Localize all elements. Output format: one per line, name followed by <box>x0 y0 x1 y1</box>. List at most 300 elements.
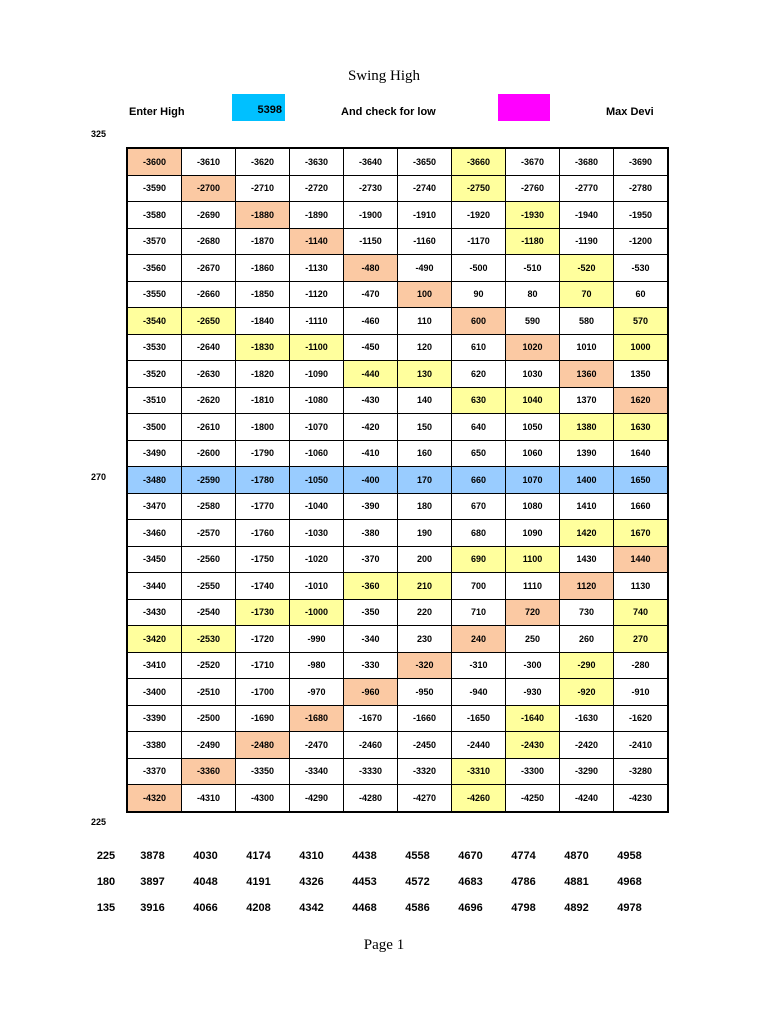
grid-cell[interactable]: -1650 <box>452 705 506 732</box>
grid-cell[interactable]: -3450 <box>127 546 182 573</box>
grid-cell[interactable]: -2450 <box>398 732 452 759</box>
grid-cell[interactable]: 1420 <box>560 520 614 547</box>
grid-cell[interactable]: -1840 <box>236 308 290 335</box>
grid-cell[interactable]: -2690 <box>182 202 236 229</box>
grid-cell[interactable]: -1040 <box>290 493 344 520</box>
grid-cell[interactable]: 1030 <box>506 361 560 388</box>
grid-cell[interactable]: -280 <box>614 652 669 679</box>
grid-cell[interactable]: -2420 <box>560 732 614 759</box>
grid-cell[interactable]: -4320 <box>127 785 182 812</box>
grid-cell[interactable]: 670 <box>452 493 506 520</box>
grid-cell[interactable]: -1800 <box>236 414 290 441</box>
grid-cell[interactable]: -1660 <box>398 705 452 732</box>
grid-cell[interactable]: -1890 <box>290 202 344 229</box>
grid-cell[interactable]: -1920 <box>452 202 506 229</box>
grid-cell[interactable]: 1380 <box>560 414 614 441</box>
grid-row <box>127 228 668 255</box>
grid-cell[interactable]: -370 <box>344 546 398 573</box>
grid-cell[interactable]: -960 <box>344 679 398 706</box>
enter-high-label: Enter High <box>129 106 185 118</box>
grid-row <box>127 546 668 573</box>
low-swatch-cell[interactable] <box>498 94 550 121</box>
grid-cell[interactable]: 1010 <box>560 334 614 361</box>
grid-cell[interactable]: -290 <box>560 652 614 679</box>
grid-cell[interactable]: 240 <box>452 626 506 653</box>
grid-cell[interactable]: -2440 <box>452 732 506 759</box>
grid-cell[interactable]: 100 <box>398 281 452 308</box>
grid-cell[interactable]: -2620 <box>182 387 236 414</box>
grid-cell[interactable]: 1060 <box>506 440 560 467</box>
bottom-table-cell: 4670 <box>458 850 483 862</box>
bottom-table-cell: 4572 <box>405 876 430 888</box>
grid-cell[interactable]: -2590 <box>182 467 236 494</box>
grid-cell[interactable]: -3380 <box>127 732 182 759</box>
grid-cell[interactable]: -1130 <box>290 255 344 282</box>
grid-cell[interactable]: -430 <box>344 387 398 414</box>
grid-cell[interactable]: 720 <box>506 599 560 626</box>
grid-cell[interactable]: -4290 <box>290 785 344 812</box>
grid-cell[interactable]: -2480 <box>236 732 290 759</box>
grid-row <box>127 255 668 282</box>
grid-cell[interactable]: 1130 <box>614 573 669 600</box>
grid-cell[interactable]: -3520 <box>127 361 182 388</box>
grid-cell[interactable]: -3500 <box>127 414 182 441</box>
grid-cell[interactable]: 150 <box>398 414 452 441</box>
grid-cell[interactable]: 1110 <box>506 573 560 600</box>
grid-cell[interactable]: -1940 <box>560 202 614 229</box>
grid-cell[interactable]: -470 <box>344 281 398 308</box>
grid-cell[interactable]: 600 <box>452 308 506 335</box>
grid-cell[interactable]: 1090 <box>506 520 560 547</box>
grid-cell[interactable]: -3620 <box>236 148 290 175</box>
grid-cell[interactable]: -520 <box>560 255 614 282</box>
grid-row <box>127 281 668 308</box>
grid-cell[interactable]: 1660 <box>614 493 669 520</box>
grid-cell[interactable]: -3590 <box>127 175 182 202</box>
grid-cell[interactable]: 110 <box>398 308 452 335</box>
grid-cell[interactable]: -940 <box>452 679 506 706</box>
grid-cell[interactable]: 1000 <box>614 334 669 361</box>
grid-cell[interactable]: -1090 <box>290 361 344 388</box>
bottom-table-cell: 4453 <box>352 876 377 888</box>
grid-row <box>127 202 668 229</box>
grid-cell[interactable]: -3540 <box>127 308 182 335</box>
grid-cell[interactable]: -4310 <box>182 785 236 812</box>
bottom-table-row <box>86 843 656 869</box>
grid-cell[interactable]: -340 <box>344 626 398 653</box>
grid-cell[interactable]: -1010 <box>290 573 344 600</box>
grid-cell[interactable]: 130 <box>398 361 452 388</box>
grid-cell[interactable]: -380 <box>344 520 398 547</box>
grid-cell[interactable]: -1760 <box>236 520 290 547</box>
grid-cell[interactable]: -1080 <box>290 387 344 414</box>
bottom-table-cell: 3897 <box>140 876 165 888</box>
grid-cell[interactable]: 190 <box>398 520 452 547</box>
grid-cell[interactable]: -3670 <box>506 148 560 175</box>
grid-cell[interactable]: -3360 <box>182 758 236 785</box>
grid-cell[interactable]: -1680 <box>290 705 344 732</box>
grid-cell[interactable]: -950 <box>398 679 452 706</box>
grid-cell[interactable]: 210 <box>398 573 452 600</box>
grid-cell[interactable]: -1880 <box>236 202 290 229</box>
grid-cell[interactable]: -4300 <box>236 785 290 812</box>
grid-cell[interactable]: -1790 <box>236 440 290 467</box>
bottom-table-row <box>86 869 656 895</box>
grid-row <box>127 387 668 414</box>
grid-cell[interactable]: -3560 <box>127 255 182 282</box>
grid-cell[interactable]: -1690 <box>236 705 290 732</box>
grid-cell[interactable]: -420 <box>344 414 398 441</box>
grid-cell[interactable]: -2550 <box>182 573 236 600</box>
grid-cell[interactable]: -2520 <box>182 652 236 679</box>
grid-cell[interactable]: -2750 <box>452 175 506 202</box>
side-label-top: 325 <box>91 129 107 139</box>
grid-cell[interactable]: -1910 <box>398 202 452 229</box>
grid-cell[interactable]: -1160 <box>398 228 452 255</box>
grid-cell[interactable]: -3290 <box>560 758 614 785</box>
grid-row <box>127 652 668 679</box>
grid-row <box>127 175 668 202</box>
bottom-table-row <box>86 895 656 921</box>
grid-cell[interactable]: -1860 <box>236 255 290 282</box>
grid-cell[interactable]: -3510 <box>127 387 182 414</box>
grid-cell[interactable]: 1640 <box>614 440 669 467</box>
grid-cell[interactable]: 1370 <box>560 387 614 414</box>
grid-cell[interactable]: -3330 <box>344 758 398 785</box>
grid-cell[interactable]: -2570 <box>182 520 236 547</box>
grid-cell[interactable]: 1620 <box>614 387 669 414</box>
grid-cell[interactable]: -3310 <box>452 758 506 785</box>
grid-cell[interactable]: 690 <box>452 546 506 573</box>
grid-cell[interactable]: 170 <box>398 467 452 494</box>
grid-cell[interactable]: -3680 <box>560 148 614 175</box>
grid-cell[interactable]: -4280 <box>344 785 398 812</box>
grid-cell[interactable]: -1110 <box>290 308 344 335</box>
bottom-table-cell: 4786 <box>511 876 536 888</box>
bottom-table-cell: 4558 <box>405 850 430 862</box>
grid-cell[interactable]: -490 <box>398 255 452 282</box>
grid-cell[interactable]: -1050 <box>290 467 344 494</box>
grid-cell[interactable]: 1360 <box>560 361 614 388</box>
grid-cell[interactable]: -1830 <box>236 334 290 361</box>
bottom-table-cell: 4310 <box>299 850 324 862</box>
grid-cell[interactable]: -970 <box>290 679 344 706</box>
grid-cell[interactable]: -2490 <box>182 732 236 759</box>
grid-cell[interactable]: -2600 <box>182 440 236 467</box>
check-low-label: And check for low <box>341 106 436 118</box>
grid-cell[interactable]: -2780 <box>614 175 669 202</box>
grid-cell[interactable]: -2660 <box>182 281 236 308</box>
grid-cell[interactable]: -1180 <box>506 228 560 255</box>
grid-cell[interactable]: -1170 <box>452 228 506 255</box>
grid-cell[interactable]: -930 <box>506 679 560 706</box>
grid-cell[interactable]: -1630 <box>560 705 614 732</box>
grid-cell[interactable]: -3420 <box>127 626 182 653</box>
grid-cell[interactable]: -2500 <box>182 705 236 732</box>
grid-cell[interactable]: -3570 <box>127 228 182 255</box>
grid-cell[interactable]: -3320 <box>398 758 452 785</box>
grid-cell[interactable]: 580 <box>560 308 614 335</box>
bottom-table-cell: 3878 <box>140 850 165 862</box>
grid-row <box>127 599 668 626</box>
grid-cell[interactable]: -300 <box>506 652 560 679</box>
grid-cell[interactable]: -530 <box>614 255 669 282</box>
grid-cell[interactable]: -510 <box>506 255 560 282</box>
grid-cell[interactable]: -360 <box>344 573 398 600</box>
grid-cell[interactable]: -1020 <box>290 546 344 573</box>
grid-cell[interactable]: -1750 <box>236 546 290 573</box>
grid-cell[interactable]: -1070 <box>290 414 344 441</box>
grid-cell[interactable]: 660 <box>452 467 506 494</box>
grid-cell[interactable]: -1930 <box>506 202 560 229</box>
grid-cell[interactable]: -1190 <box>560 228 614 255</box>
grid-cell[interactable]: -3440 <box>127 573 182 600</box>
grid-cell[interactable]: -500 <box>452 255 506 282</box>
grid-cell[interactable]: -460 <box>344 308 398 335</box>
grid-cell[interactable]: -3350 <box>236 758 290 785</box>
grid-cell[interactable]: 1400 <box>560 467 614 494</box>
bottom-table-cell: 4048 <box>193 876 218 888</box>
bottom-table-cell: 4870 <box>564 850 589 862</box>
grid-cell[interactable]: -3370 <box>127 758 182 785</box>
grid-cell[interactable]: -1730 <box>236 599 290 626</box>
grid-cell[interactable]: 630 <box>452 387 506 414</box>
grid-cell[interactable]: 270 <box>614 626 669 653</box>
grid-cell[interactable]: -3490 <box>127 440 182 467</box>
grid-cell[interactable]: -3580 <box>127 202 182 229</box>
grid-cell[interactable]: -920 <box>560 679 614 706</box>
grid-cell[interactable]: -1620 <box>614 705 669 732</box>
grid-cell[interactable]: -3340 <box>290 758 344 785</box>
grid-cell[interactable]: 70 <box>560 281 614 308</box>
grid-cell[interactable]: -3430 <box>127 599 182 626</box>
grid-cell[interactable]: -1670 <box>344 705 398 732</box>
grid-cell[interactable]: 1020 <box>506 334 560 361</box>
grid-cell[interactable]: -410 <box>344 440 398 467</box>
grid-cell[interactable]: -3410 <box>127 652 182 679</box>
grid-cell[interactable]: -3470 <box>127 493 182 520</box>
grid-cell[interactable]: 140 <box>398 387 452 414</box>
grid-cell[interactable]: -3630 <box>290 148 344 175</box>
grid-cell[interactable]: 80 <box>506 281 560 308</box>
grid-cell[interactable]: 1350 <box>614 361 669 388</box>
grid-row <box>127 520 668 547</box>
grid-cell[interactable]: 1080 <box>506 493 560 520</box>
grid-cell[interactable]: -3610 <box>182 148 236 175</box>
grid-cell[interactable]: 1630 <box>614 414 669 441</box>
grid-cell[interactable]: 60 <box>614 281 669 308</box>
grid-cell[interactable]: -1000 <box>290 599 344 626</box>
grid-cell[interactable]: -320 <box>398 652 452 679</box>
grid-cell[interactable]: -2630 <box>182 361 236 388</box>
grid-cell[interactable]: -2730 <box>344 175 398 202</box>
grid-cell[interactable]: -350 <box>344 599 398 626</box>
grid-cell[interactable]: -3400 <box>127 679 182 706</box>
grid-cell[interactable]: 1050 <box>506 414 560 441</box>
grid-cell[interactable]: 650 <box>452 440 506 467</box>
grid-cell[interactable]: 610 <box>452 334 506 361</box>
grid-cell[interactable]: -2470 <box>290 732 344 759</box>
grid-cell[interactable]: 1440 <box>614 546 669 573</box>
grid-cell[interactable]: 90 <box>452 281 506 308</box>
grid-cell[interactable]: -1100 <box>290 334 344 361</box>
grid-cell[interactable]: -2540 <box>182 599 236 626</box>
grid-cell[interactable]: -4230 <box>614 785 669 812</box>
grid-cell[interactable]: -2680 <box>182 228 236 255</box>
grid-cell[interactable]: -3600 <box>127 148 182 175</box>
grid-cell[interactable]: 710 <box>452 599 506 626</box>
bottom-table-cell: 4683 <box>458 876 483 888</box>
grid-cell[interactable]: 730 <box>560 599 614 626</box>
grid-cell[interactable]: 570 <box>614 308 669 335</box>
grid-row <box>127 361 668 388</box>
grid-cell[interactable]: 120 <box>398 334 452 361</box>
grid-cell[interactable]: -1710 <box>236 652 290 679</box>
grid-cell[interactable]: -2770 <box>560 175 614 202</box>
grid-cell[interactable]: -1740 <box>236 573 290 600</box>
grid-cell[interactable]: -980 <box>290 652 344 679</box>
grid-row <box>127 573 668 600</box>
bottom-table-cell: 4342 <box>299 902 324 914</box>
grid-cell[interactable]: -3280 <box>614 758 669 785</box>
grid-cell[interactable]: 620 <box>452 361 506 388</box>
grid-cell[interactable]: -3550 <box>127 281 182 308</box>
grid-cell[interactable]: -3530 <box>127 334 182 361</box>
grid-cell[interactable]: -2410 <box>614 732 669 759</box>
grid-cell[interactable]: -1720 <box>236 626 290 653</box>
grid-cell[interactable]: 1070 <box>506 467 560 494</box>
grid-cell[interactable]: -390 <box>344 493 398 520</box>
grid-cell[interactable]: -2720 <box>290 175 344 202</box>
grid-row <box>127 626 668 653</box>
grid-cell[interactable]: -3650 <box>398 148 452 175</box>
grid-cell[interactable]: -2700 <box>182 175 236 202</box>
grid-cell[interactable]: -2560 <box>182 546 236 573</box>
grid-cell[interactable]: 740 <box>614 599 669 626</box>
bottom-table-cell: 4696 <box>458 902 483 914</box>
grid-cell[interactable]: 700 <box>452 573 506 600</box>
grid-cell[interactable]: -1850 <box>236 281 290 308</box>
grid-cell[interactable]: 1650 <box>614 467 669 494</box>
grid-cell[interactable]: -330 <box>344 652 398 679</box>
grid-cell[interactable]: -2640 <box>182 334 236 361</box>
grid-cell[interactable]: 1670 <box>614 520 669 547</box>
grid-cell[interactable]: 180 <box>398 493 452 520</box>
grid-cell[interactable]: -1140 <box>290 228 344 255</box>
grid-cell[interactable]: -1640 <box>506 705 560 732</box>
grid-cell[interactable]: -2460 <box>344 732 398 759</box>
grid-cell[interactable]: -3460 <box>127 520 182 547</box>
grid-cell[interactable]: -2610 <box>182 414 236 441</box>
grid-cell[interactable]: -2530 <box>182 626 236 653</box>
bottom-table-cell: 4958 <box>617 850 642 862</box>
grid-cell[interactable]: -1200 <box>614 228 669 255</box>
grid-cell[interactable]: 680 <box>452 520 506 547</box>
grid-cell[interactable]: 230 <box>398 626 452 653</box>
grid-row <box>127 414 668 441</box>
grid-cell[interactable]: -3660 <box>452 148 506 175</box>
grid-cell[interactable]: -4270 <box>398 785 452 812</box>
grid-row <box>127 758 668 785</box>
high-value: 5398 <box>257 104 282 116</box>
grid-cell[interactable]: -1150 <box>344 228 398 255</box>
grid-cell[interactable]: 1430 <box>560 546 614 573</box>
grid-cell[interactable]: -440 <box>344 361 398 388</box>
bottom-row-label: 225 <box>96 850 116 862</box>
bottom-table-cell: 4968 <box>617 876 642 888</box>
grid-cell[interactable]: -3480 <box>127 467 182 494</box>
grid-cell[interactable]: -4250 <box>506 785 560 812</box>
grid-cell[interactable]: -310 <box>452 652 506 679</box>
grid-cell[interactable]: -1820 <box>236 361 290 388</box>
grid-cell[interactable]: 260 <box>560 626 614 653</box>
grid-cell[interactable]: -2580 <box>182 493 236 520</box>
grid-cell[interactable]: -2510 <box>182 679 236 706</box>
grid-cell[interactable]: 1100 <box>506 546 560 573</box>
grid-cell[interactable]: -1770 <box>236 493 290 520</box>
grid-row <box>127 334 668 361</box>
grid-cell[interactable]: -1810 <box>236 387 290 414</box>
grid-cell[interactable]: -4260 <box>452 785 506 812</box>
grid-cell[interactable]: -1900 <box>344 202 398 229</box>
grid-cell[interactable]: 220 <box>398 599 452 626</box>
grid-cell[interactable]: -2430 <box>506 732 560 759</box>
grid-row <box>127 308 668 335</box>
grid-cell[interactable]: -1030 <box>290 520 344 547</box>
grid-cell[interactable]: -2670 <box>182 255 236 282</box>
grid-cell[interactable]: 1040 <box>506 387 560 414</box>
grid-cell[interactable]: 1120 <box>560 573 614 600</box>
grid-cell[interactable]: 590 <box>506 308 560 335</box>
grid-cell[interactable]: -2740 <box>398 175 452 202</box>
grid-cell[interactable]: -990 <box>290 626 344 653</box>
grid-cell[interactable]: -1780 <box>236 467 290 494</box>
grid-cell[interactable]: -1120 <box>290 281 344 308</box>
bottom-table <box>86 843 656 921</box>
grid-cell[interactable]: -1870 <box>236 228 290 255</box>
grid-cell[interactable]: -3390 <box>127 705 182 732</box>
grid-cell[interactable]: 160 <box>398 440 452 467</box>
grid-cell[interactable]: -400 <box>344 467 398 494</box>
grid-cell[interactable]: -1060 <box>290 440 344 467</box>
deviation-grid <box>126 147 669 813</box>
grid-cell[interactable]: -1950 <box>614 202 669 229</box>
grid-cell[interactable]: -4240 <box>560 785 614 812</box>
grid-cell[interactable]: -3300 <box>506 758 560 785</box>
grid-cell[interactable]: -3640 <box>344 148 398 175</box>
grid-cell[interactable]: 1390 <box>560 440 614 467</box>
grid-cell[interactable]: -480 <box>344 255 398 282</box>
grid-cell[interactable]: 250 <box>506 626 560 653</box>
grid-cell[interactable]: -3690 <box>614 148 669 175</box>
grid-cell[interactable]: -2650 <box>182 308 236 335</box>
grid-cell[interactable]: 200 <box>398 546 452 573</box>
grid-cell[interactable]: 1410 <box>560 493 614 520</box>
grid-cell[interactable]: -1700 <box>236 679 290 706</box>
bottom-row-label: 135 <box>96 902 116 914</box>
bottom-table-cell: 4438 <box>352 850 377 862</box>
bottom-table-cell: 4191 <box>246 876 271 888</box>
grid-cell[interactable]: -450 <box>344 334 398 361</box>
grid-cell[interactable]: -2760 <box>506 175 560 202</box>
grid-cell[interactable]: -2710 <box>236 175 290 202</box>
grid-cell[interactable]: -910 <box>614 679 669 706</box>
side-label-bottom: 225 <box>91 817 107 827</box>
bottom-table-cell: 4030 <box>193 850 218 862</box>
grid-cell[interactable]: 640 <box>452 414 506 441</box>
grid-row <box>127 785 668 812</box>
grid-row <box>127 705 668 732</box>
